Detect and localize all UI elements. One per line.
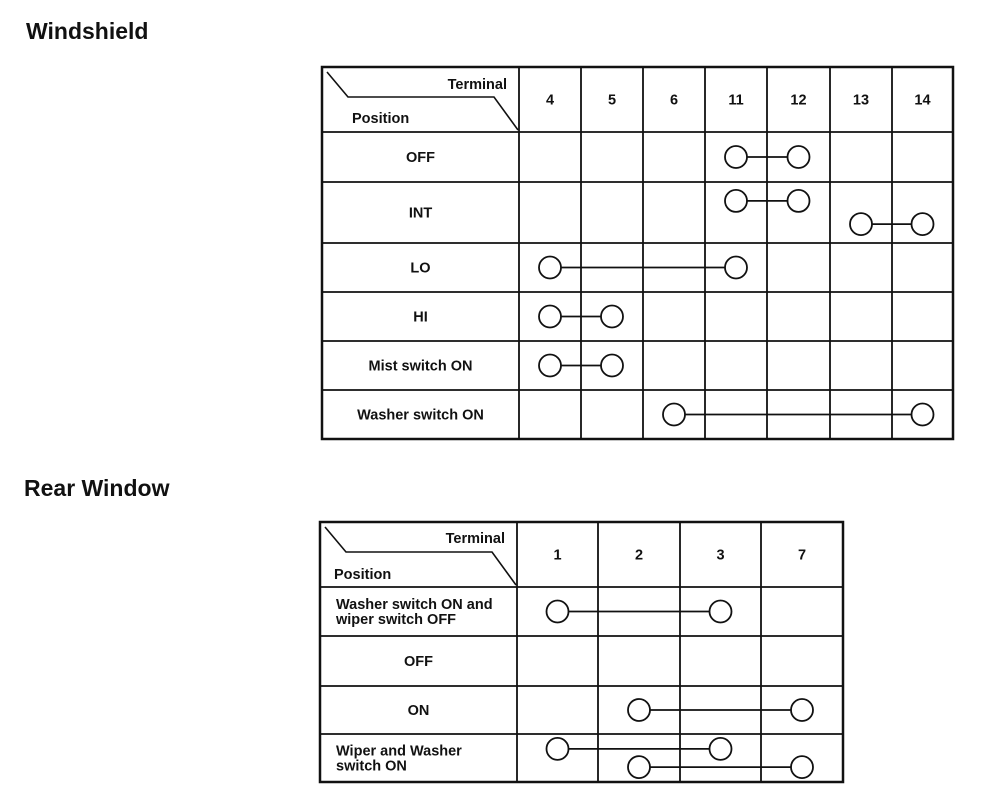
row-label: ON: [407, 703, 430, 719]
header-terminal-label: Terminal: [445, 531, 505, 547]
terminal-node: [788, 190, 810, 212]
windshield-table: [322, 67, 953, 439]
terminal-node: [547, 738, 569, 760]
row-label: wiper switch OFF: [336, 612, 457, 628]
terminal-node: [539, 257, 561, 279]
row-label: LO: [410, 260, 431, 277]
row-label: OFF: [406, 150, 435, 166]
terminal-node: [601, 355, 623, 377]
terminal-node: [539, 306, 561, 328]
terminal-node: [791, 756, 813, 778]
row-label: Washer switch ON: [357, 407, 484, 424]
header-terminal-label: Terminal: [447, 77, 507, 93]
terminal-node: [628, 756, 650, 778]
terminal-12: 12: [790, 92, 807, 109]
terminal-14: 14: [914, 92, 931, 109]
terminal-2: 2: [634, 547, 644, 564]
row-label: Mist switch ON: [368, 358, 473, 375]
terminal-node: [912, 404, 934, 426]
terminal-node: [788, 146, 810, 168]
terminal-node: [628, 699, 650, 721]
terminal-node: [725, 190, 747, 212]
row-label: INT: [408, 205, 433, 222]
terminal-3: 3: [716, 547, 725, 564]
terminal-node: [710, 601, 732, 623]
terminal-13: 13: [852, 92, 870, 109]
terminal-node: [539, 355, 561, 377]
header-position-label: Position: [334, 567, 392, 583]
terminal-node: [725, 146, 747, 168]
terminal-node: [791, 699, 813, 721]
row-label: Washer switch ON and: [336, 597, 493, 613]
terminal-node: [547, 601, 569, 623]
rear-window-title: Rear Window: [24, 475, 170, 501]
rear-window-table: [320, 522, 843, 782]
terminal-5: 5: [607, 92, 617, 109]
terminal-4: 4: [545, 92, 555, 109]
terminal-node: [663, 404, 685, 426]
header-position-label: Position: [352, 111, 410, 127]
terminal-6: 6: [669, 92, 679, 109]
row-label: OFF: [404, 654, 433, 670]
terminal-node: [725, 257, 747, 279]
row-label: switch ON: [336, 758, 407, 775]
terminal-node: [710, 738, 732, 760]
terminal-node: [912, 213, 934, 235]
row-label: Wiper and Washer: [336, 743, 462, 760]
terminal-node: [601, 306, 623, 328]
terminal-1: 1: [553, 547, 562, 564]
terminal-node: [850, 213, 872, 235]
terminal-11: 11: [728, 92, 744, 109]
terminal-7: 7: [797, 547, 807, 564]
table-border: [322, 67, 953, 439]
row-label: HI: [413, 309, 428, 326]
windshield-title: Windshield: [26, 18, 149, 44]
